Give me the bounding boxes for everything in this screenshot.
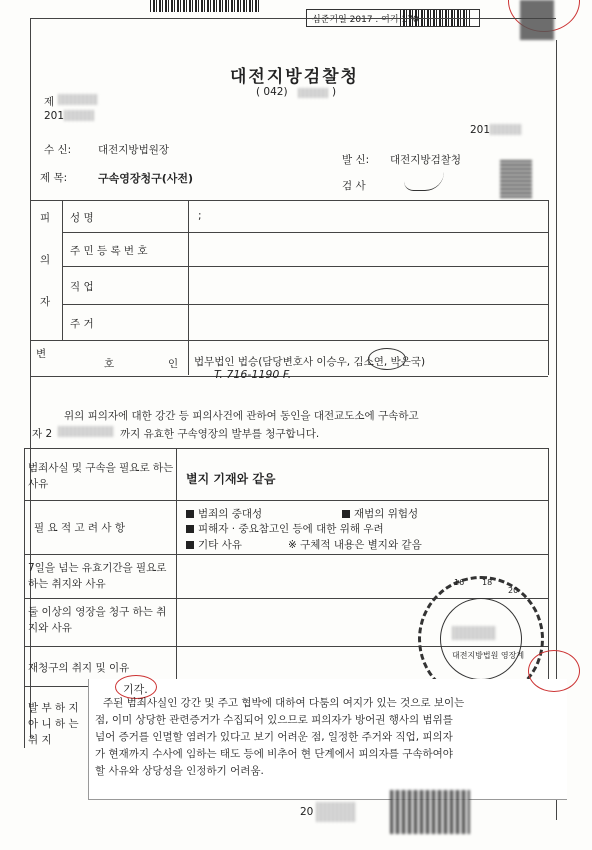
redacted-doc-number — [58, 94, 98, 105]
subject-label: 제 목: — [40, 172, 68, 184]
phone-prefix: ( 042) — [256, 86, 288, 98]
redacted-prosecutor-seal — [500, 160, 532, 198]
row2-item-3 — [186, 521, 384, 536]
counsel-label-mid: 호 — [104, 358, 115, 370]
table-top-line — [24, 448, 548, 449]
suspect-side-char-1: 피 — [40, 212, 51, 224]
request-line-2: 까지 유효한 구속영장의 발부를 청구합니다. — [120, 428, 320, 440]
suspect-name-value: ; — [198, 210, 202, 222]
row2-item-2 — [342, 506, 418, 521]
doc-year-right: 201 — [470, 124, 491, 136]
redacted-expiry-date — [58, 426, 114, 437]
stamp-number-c: 20 — [508, 586, 519, 595]
recipient-value: 대전지방법원장 — [98, 144, 170, 156]
suspect-bottom-line — [30, 340, 548, 341]
suspect-row-line-1 — [62, 232, 548, 233]
counsel-handwritten-phone: T. 716-1190 F. — [214, 368, 292, 381]
row2-item-4-text: 기타 사유 — [198, 539, 242, 551]
counsel-name-circle — [368, 348, 406, 370]
suspect-address-label: 주 거 — [70, 318, 94, 330]
prosecutor-signature — [404, 172, 444, 191]
note-line-1: 주된 범죄사실인 강간 및 주고 협박에 대하여 다툼의 여지가 있는 것으로 보이는 — [103, 697, 465, 709]
stamp-number-b: 18 — [482, 578, 493, 587]
redacted-judge-seal — [390, 790, 470, 834]
row2-label: 필 요 적 고 려 사 항 — [34, 522, 126, 534]
sender-value: 대전지방검찰청 — [390, 154, 462, 166]
redacted-year-right — [490, 124, 522, 135]
row2-item-2-text: 재범의 위험성 — [354, 508, 419, 520]
table-row-line-2 — [24, 554, 548, 555]
doc-number-label: 제 — [44, 96, 55, 108]
counsel-label-right: 인 — [168, 358, 179, 370]
row1-label: 범죄사실 및 구속을 필요로 하는 사유 — [28, 462, 174, 490]
suspect-side-char-2: 의 — [40, 254, 51, 266]
suspect-name-label: 성 명 — [70, 212, 94, 224]
stamp-inner-text: 대전지방법원 영장계 — [452, 651, 525, 660]
row2-item-1-text: 범죄의 중대성 — [198, 508, 263, 520]
suspect-side-char-3: 자 — [40, 296, 51, 308]
subject-value: 구속영장청구(사전) — [98, 172, 194, 185]
doc-year-left: 201 — [44, 110, 65, 122]
row2-item-4 — [186, 537, 242, 552]
stamp-numbers: 16 — [454, 578, 465, 587]
redacted-year-left — [64, 110, 94, 121]
phone-close: ) — [332, 86, 337, 98]
counsel-label-left: 변 — [36, 348, 47, 360]
suspect-label-divider — [188, 200, 189, 375]
red-circle-mark-bottom — [528, 650, 580, 692]
redacted-note-date — [316, 802, 356, 822]
frame-top-border — [30, 18, 556, 19]
note-line-4: 가 현재까지 수사에 임하는 태도 등에 비추어 현 단계에서 피의자를 구속하여야 — [95, 748, 453, 760]
table-row-line-1 — [24, 500, 548, 501]
row2-item-1 — [186, 506, 262, 521]
row5-label: 재청구의 취지 및 이유 — [28, 662, 130, 674]
request-line-1: 위의 피의자에 대한 강간 등 피의사건에 관하여 동인을 대전교도소에 구속하고 — [64, 410, 419, 422]
row3-label: 7일을 넘는 유효기간을 필요로 하는 취지와 사유 — [28, 562, 167, 590]
suspect-id-label: 주 민 등 록 번 호 — [70, 245, 148, 257]
redacted-block-top-right — [520, 0, 554, 40]
row1-value: 별지 기재와 같음 — [186, 472, 276, 486]
note-line-5: 할 사유와 상당성을 인정하기 어려움. — [95, 765, 264, 777]
row2-item-5: ※ 구체적 내용은 별지와 같음 — [288, 539, 422, 551]
redacted-stamp-date — [452, 626, 496, 640]
prosecutor-label: 검 사 — [342, 180, 366, 192]
suspect-row-line-2 — [62, 266, 548, 267]
note-line-2: 점, 이미 상당한 관련증거가 수집되어 있으므로 피의자가 방어권 행사의 범위를 — [95, 714, 453, 726]
suspect-right-border — [548, 200, 549, 375]
redacted-phone — [298, 88, 328, 98]
suspect-top-line — [30, 200, 548, 201]
counsel-value: 법무법인 법승(담당변호사 이승우, 김소연, 박은국) — [194, 356, 426, 368]
dismissal-note — [88, 679, 567, 800]
suspect-side-divider — [62, 200, 63, 340]
receipt-stamp-text: 심준기일 2017 . 여기 170 — [312, 15, 419, 25]
recipient-label: 수 신: — [44, 144, 72, 156]
request-line-2-prefix: 자 2 — [32, 428, 53, 440]
note-heading: 기각. — [123, 683, 148, 696]
sender-label: 발 신: — [342, 154, 370, 166]
row6-label: 발 부 하 지 아 니 하 는 취 지 — [28, 702, 79, 746]
suspect-job-label: 직 업 — [70, 281, 94, 293]
agency-title: 대전지방검찰청 — [230, 67, 359, 87]
note-line-3: 넘어 증거를 인멸할 염려가 있다고 보기 어려운 점, 일정한 주거와 직업, 피의자 — [95, 731, 453, 743]
row4-label: 둘 이상의 영장을 청구 하는 취지와 사유 — [28, 606, 167, 634]
row2-item-3-text: 피해자 · 중요참고인 등에 대한 위해 우려 — [198, 523, 384, 535]
note-footer-prefix: 20 — [300, 806, 314, 818]
barcode-image — [150, 0, 260, 12]
suspect-row-line-3 — [62, 304, 548, 305]
